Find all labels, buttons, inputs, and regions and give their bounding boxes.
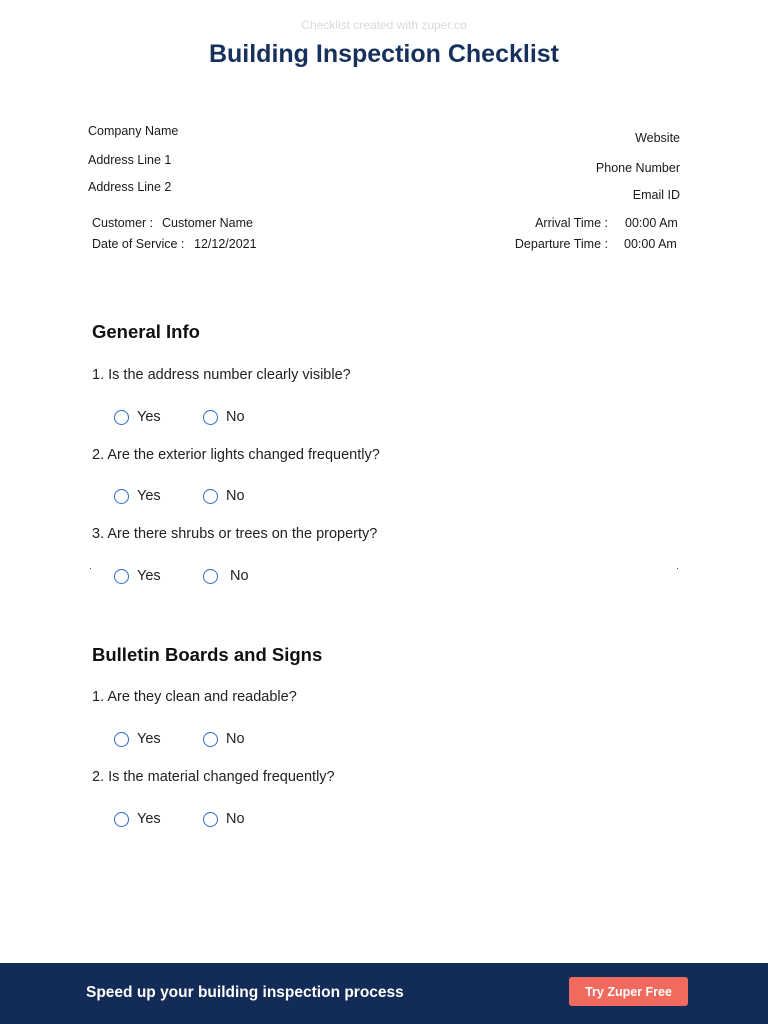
option-no[interactable]: [203, 568, 249, 584]
radio-button-icon[interactable]: [203, 732, 218, 747]
option-label: No: [226, 409, 245, 425]
address-line-2: Address Line 2: [88, 180, 172, 194]
radio-button-icon[interactable]: [203, 489, 218, 504]
question-text: 1. Is the address number clearly visible?: [92, 367, 351, 383]
customer-value: Customer Name: [162, 216, 253, 230]
divider-mark: [677, 568, 678, 569]
address-line-1: Address Line 1: [88, 153, 172, 167]
divider-mark: [90, 568, 91, 569]
question-text: 1. Are they clean and readable?: [92, 689, 297, 705]
option-label: Yes: [137, 409, 161, 425]
arrival-label: Arrival Time :: [535, 216, 608, 230]
option-label: Yes: [137, 731, 161, 747]
date-value: 12/12/2021: [194, 237, 257, 251]
radio-button-icon[interactable]: [203, 812, 218, 827]
question-text: 2. Is the material changed frequently?: [92, 769, 335, 785]
company-website: Website: [635, 131, 680, 145]
option-label: Yes: [137, 568, 161, 584]
section-title-bulletin-boards: Bulletin Boards and Signs: [92, 644, 323, 665]
radio-button-icon[interactable]: [114, 569, 129, 584]
radio-button-icon[interactable]: [114, 812, 129, 827]
option-label: No: [226, 811, 245, 827]
departure-value: 00:00 Am: [624, 237, 677, 251]
option-yes[interactable]: [114, 488, 161, 504]
company-phone: Phone Number: [595, 161, 680, 175]
question-text: 3. Are there shrubs or trees on the property?: [92, 526, 378, 542]
try-zuper-free-button[interactable]: Try Zuper Free: [569, 977, 688, 1006]
option-label: Yes: [137, 488, 161, 504]
option-label: No: [226, 731, 245, 747]
customer-label: Customer :: [92, 216, 154, 230]
option-no[interactable]: [203, 811, 245, 827]
page-title: Building Inspection Checklist: [208, 40, 560, 68]
section-title-general-info: General Info: [92, 321, 200, 342]
option-label: No: [230, 568, 249, 584]
radio-button-icon[interactable]: [203, 410, 218, 425]
option-yes[interactable]: [114, 731, 161, 747]
footer-banner: [0, 963, 768, 1024]
radio-button-icon[interactable]: [203, 569, 218, 584]
option-label: No: [226, 488, 245, 504]
option-yes[interactable]: [114, 568, 161, 584]
option-no[interactable]: [203, 731, 245, 747]
radio-button-icon[interactable]: [114, 489, 129, 504]
company-email: Email ID: [632, 188, 680, 202]
watermark: Checklist created with zuper.co: [301, 18, 467, 32]
footer-text: Speed up your building inspection process: [86, 984, 404, 1001]
company-name: Company Name: [88, 124, 179, 138]
departure-label: Departure Time :: [514, 237, 608, 251]
option-yes[interactable]: [114, 811, 161, 827]
option-yes[interactable]: [114, 409, 161, 425]
option-no[interactable]: [203, 488, 245, 504]
option-no[interactable]: [203, 409, 245, 425]
question-text: 2. Are the exterior lights changed frequently?: [92, 447, 380, 463]
option-label: Yes: [137, 811, 161, 827]
arrival-value: 00:00 Am: [625, 216, 678, 230]
date-label: Date of Service :: [92, 237, 185, 251]
radio-button-icon[interactable]: [114, 410, 129, 425]
radio-button-icon[interactable]: [114, 732, 129, 747]
